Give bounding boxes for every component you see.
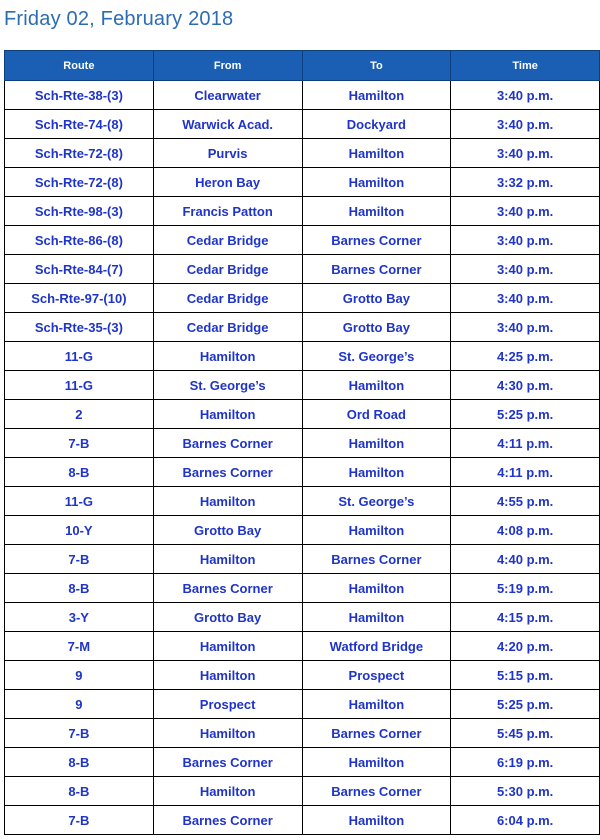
from-cell: Cedar Bridge [153, 313, 302, 342]
to-cell: Ord Road [302, 400, 451, 429]
to-cell: Barnes Corner [302, 777, 451, 806]
table-row [5, 139, 600, 168]
table-body [5, 81, 600, 835]
from-cell: Hamilton [153, 487, 302, 516]
to-cell: Prospect [302, 661, 451, 690]
to-cell: Hamilton [302, 603, 451, 632]
time-cell: 4:15 p.m. [451, 603, 600, 632]
from-cell: Francis Patton [153, 197, 302, 226]
to-cell: Hamilton [302, 168, 451, 197]
time-cell: 3:40 p.m. [451, 255, 600, 284]
time-cell: 5:25 p.m. [451, 400, 600, 429]
time-cell: 4:55 p.m. [451, 487, 600, 516]
time-cell: 4:11 p.m. [451, 458, 600, 487]
to-cell: Barnes Corner [302, 719, 451, 748]
time-cell: 4:40 p.m. [451, 545, 600, 574]
table-row [5, 661, 600, 690]
table-row [5, 487, 600, 516]
time-cell: 3:40 p.m. [451, 226, 600, 255]
time-cell: 3:40 p.m. [451, 284, 600, 313]
route-cell: 8-B [5, 458, 154, 487]
from-cell: Hamilton [153, 400, 302, 429]
from-cell: Barnes Corner [153, 748, 302, 777]
time-cell: 5:19 p.m. [451, 574, 600, 603]
time-cell: 3:40 p.m. [451, 313, 600, 342]
table-row [5, 777, 600, 806]
table-row [5, 545, 600, 574]
route-cell: 7-B [5, 719, 154, 748]
route-cell: Sch-Rte-74-(8) [5, 110, 154, 139]
to-cell: Hamilton [302, 748, 451, 777]
route-cell: 11-G [5, 342, 154, 371]
to-cell: St. George’s [302, 342, 451, 371]
time-cell: 4:20 p.m. [451, 632, 600, 661]
route-cell: 7-B [5, 429, 154, 458]
table-row [5, 226, 600, 255]
time-cell: 3:40 p.m. [451, 197, 600, 226]
table-row [5, 632, 600, 661]
from-cell: Cedar Bridge [153, 255, 302, 284]
to-cell: Hamilton [302, 371, 451, 400]
from-cell: Hamilton [153, 719, 302, 748]
from-cell: Grotto Bay [153, 603, 302, 632]
route-cell: 8-B [5, 748, 154, 777]
from-cell: Clearwater [153, 81, 302, 110]
column-header-to: To [302, 51, 451, 81]
to-cell: Grotto Bay [302, 284, 451, 313]
table-row [5, 371, 600, 400]
from-cell: Barnes Corner [153, 574, 302, 603]
to-cell: Dockyard [302, 110, 451, 139]
route-cell: 3-Y [5, 603, 154, 632]
table-row [5, 748, 600, 777]
time-cell: 4:11 p.m. [451, 429, 600, 458]
from-cell: Prospect [153, 690, 302, 719]
route-cell: Sch-Rte-84-(7) [5, 255, 154, 284]
table-row [5, 574, 600, 603]
to-cell: Hamilton [302, 458, 451, 487]
time-cell: 3:32 p.m. [451, 168, 600, 197]
from-cell: Hamilton [153, 342, 302, 371]
table-row [5, 429, 600, 458]
table-row [5, 284, 600, 313]
route-cell: 7-B [5, 806, 154, 835]
from-cell: Barnes Corner [153, 806, 302, 835]
table-row [5, 603, 600, 632]
to-cell: Barnes Corner [302, 226, 451, 255]
route-cell: 8-B [5, 574, 154, 603]
route-cell: 7-M [5, 632, 154, 661]
column-header-route: Route [5, 51, 154, 81]
table-row [5, 81, 600, 110]
route-cell: 11-G [5, 371, 154, 400]
table-row [5, 168, 600, 197]
route-cell: 2 [5, 400, 154, 429]
table-row [5, 516, 600, 545]
to-cell: St. George’s [302, 487, 451, 516]
time-cell: 4:30 p.m. [451, 371, 600, 400]
route-cell: 9 [5, 690, 154, 719]
to-cell: Grotto Bay [302, 313, 451, 342]
from-cell: St. George’s [153, 371, 302, 400]
time-cell: 5:45 p.m. [451, 719, 600, 748]
table-row [5, 110, 600, 139]
column-header-from: From [153, 51, 302, 81]
from-cell: Warwick Acad. [153, 110, 302, 139]
to-cell: Barnes Corner [302, 255, 451, 284]
from-cell: Heron Bay [153, 168, 302, 197]
time-cell: 4:25 p.m. [451, 342, 600, 371]
time-cell: 5:15 p.m. [451, 661, 600, 690]
route-cell: Sch-Rte-38-(3) [5, 81, 154, 110]
to-cell: Hamilton [302, 516, 451, 545]
time-cell: 5:25 p.m. [451, 690, 600, 719]
to-cell: Hamilton [302, 81, 451, 110]
time-cell: 3:40 p.m. [451, 139, 600, 168]
route-cell: 9 [5, 661, 154, 690]
to-cell: Hamilton [302, 139, 451, 168]
to-cell: Hamilton [302, 574, 451, 603]
table-row [5, 719, 600, 748]
from-cell: Purvis [153, 139, 302, 168]
time-cell: 6:04 p.m. [451, 806, 600, 835]
table-row [5, 806, 600, 835]
time-cell: 3:40 p.m. [451, 110, 600, 139]
route-cell: Sch-Rte-97-(10) [5, 284, 154, 313]
route-cell: 8-B [5, 777, 154, 806]
from-cell: Hamilton [153, 632, 302, 661]
from-cell: Cedar Bridge [153, 284, 302, 313]
from-cell: Grotto Bay [153, 516, 302, 545]
time-cell: 4:08 p.m. [451, 516, 600, 545]
page-title: Friday 02, February 2018 [4, 8, 234, 30]
table-row [5, 400, 600, 429]
to-cell: Barnes Corner [302, 545, 451, 574]
from-cell: Barnes Corner [153, 429, 302, 458]
to-cell: Hamilton [302, 690, 451, 719]
bus-schedule-table [4, 50, 600, 835]
from-cell: Hamilton [153, 661, 302, 690]
route-cell: 11-G [5, 487, 154, 516]
route-cell: 10-Y [5, 516, 154, 545]
from-cell: Hamilton [153, 777, 302, 806]
column-header-time: Time [451, 51, 600, 81]
to-cell: Hamilton [302, 197, 451, 226]
route-cell: Sch-Rte-35-(3) [5, 313, 154, 342]
from-cell: Hamilton [153, 545, 302, 574]
table-row [5, 313, 600, 342]
to-cell: Watford Bridge [302, 632, 451, 661]
table-header-row [5, 51, 600, 81]
route-cell: Sch-Rte-86-(8) [5, 226, 154, 255]
time-cell: 5:30 p.m. [451, 777, 600, 806]
route-cell: Sch-Rte-72-(8) [5, 168, 154, 197]
time-cell: 6:19 p.m. [451, 748, 600, 777]
route-cell: 7-B [5, 545, 154, 574]
to-cell: Hamilton [302, 806, 451, 835]
table-row [5, 458, 600, 487]
route-cell: Sch-Rte-98-(3) [5, 197, 154, 226]
from-cell: Barnes Corner [153, 458, 302, 487]
time-cell: 3:40 p.m. [451, 81, 600, 110]
route-cell: Sch-Rte-72-(8) [5, 139, 154, 168]
table-row [5, 342, 600, 371]
table-row [5, 255, 600, 284]
table-row [5, 197, 600, 226]
from-cell: Cedar Bridge [153, 226, 302, 255]
table-row [5, 690, 600, 719]
to-cell: Hamilton [302, 429, 451, 458]
